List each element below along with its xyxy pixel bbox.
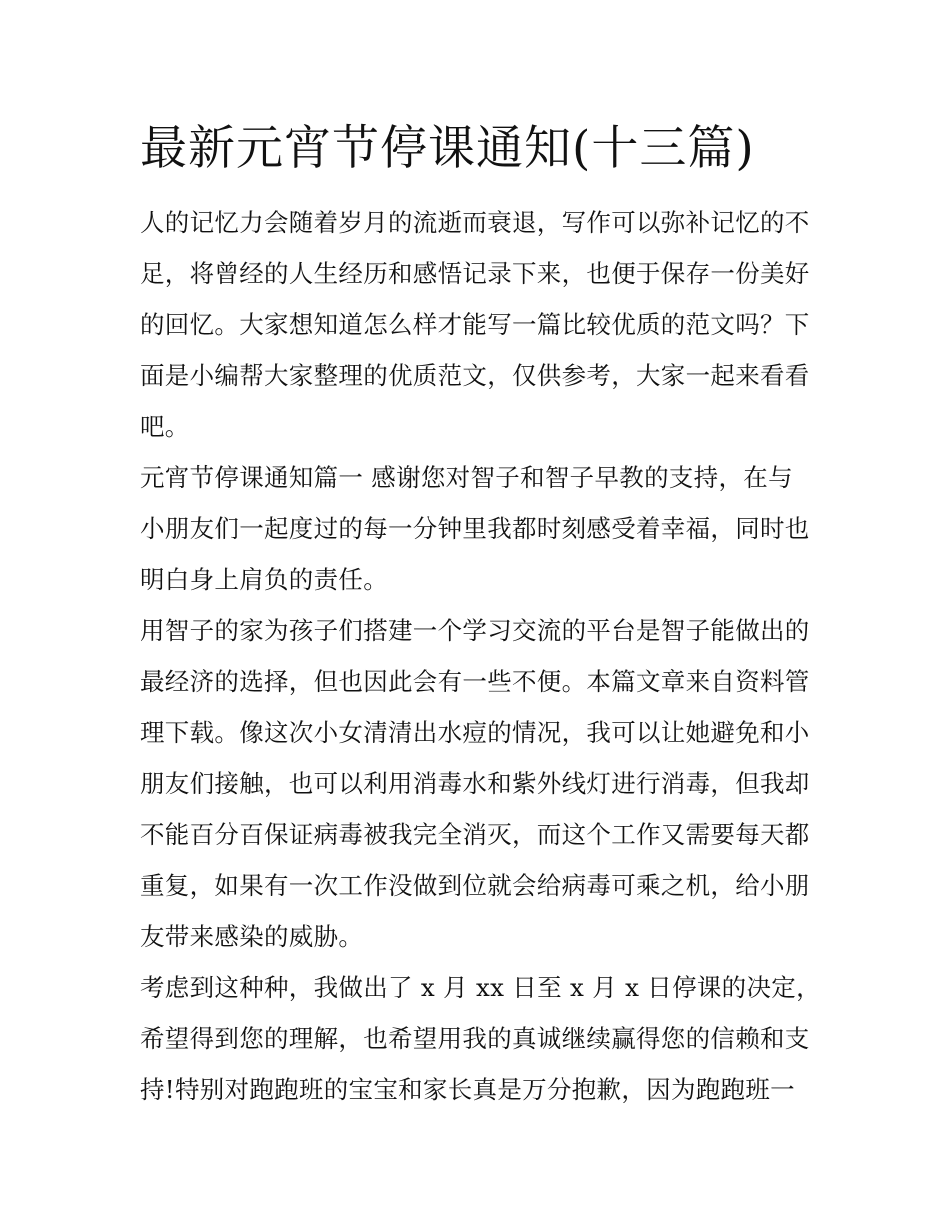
body-line-17: 希望得到您的理解，也希望用我的真诚继续赢得您的信赖和支 [140,1024,810,1053]
body-line-2: 足，将曾经的人生经历和感悟记录下来，也便于保存一份美好 [140,259,810,288]
body-line-8: 明白身上肩负的责任。 [140,565,388,594]
body-line-4: 面是小编帮大家整理的优质范文，仅供参考，大家一起来看看 [140,361,810,390]
body-line-5: 吧。 [140,412,190,441]
body-line-18: 持!特别对跑跑班的宝宝和家长真是万分抱歉，因为跑跑班一 [140,1075,795,1104]
body-line-15: 友带来感染的威胁。 [140,922,364,951]
body-line-3: 的回忆。大家想知道怎么样才能写一篇比较优质的范文吗？下 [140,310,810,339]
body-line-9: 用智子的家为孩子们搭建一个学习交流的平台是智子能做出的 [140,616,810,645]
body-line-14: 重复，如果有一次工作没做到位就会给病毒可乘之机，给小朋 [140,871,810,900]
body-line-16: 考虑到这种种，我做出了 x 月 xx 日至 x 月 x 日停课的决定， [140,973,821,1002]
body-line-7: 小朋友们一起度过的每一分钟里我都时刻感受着幸福，同时也 [140,514,810,543]
page-title: 最新元宵节停课通知(十三篇) [140,121,755,176]
body-line-10: 最经济的选择，但也因此会有一些不便。本篇文章来自资料管 [140,667,810,696]
body-line-13: 不能百分百保证病毒被我完全消灭，而这个工作又需要每天都 [140,820,810,849]
body-line-12: 朋友们接触，也可以利用消毒水和紫外线灯进行消毒，但我却 [140,769,810,798]
body-line-6: 元宵节停课通知篇一 感谢您对智子和智子早教的支持，在与 [140,463,793,492]
body-line-11: 理下载。像这次小女清清出水痘的情况，我可以让她避免和小 [140,718,810,747]
body-line-1: 人的记忆力会随着岁月的流逝而衰退，写作可以弥补记忆的不 [140,208,810,237]
